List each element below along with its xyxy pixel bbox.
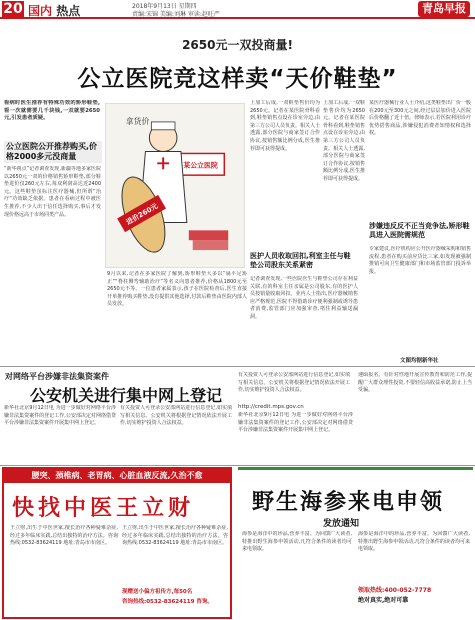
page-number: 20 [3, 1, 23, 17]
ad-right-hotline: 领取热线:400-052-7778 [358, 587, 432, 594]
doctor-insole-cartoon-icon [106, 104, 244, 267]
top-story-col1: “新华视点”记者调查发现,新疆等地多家医院以2650元一双的价格销售矫形鞋垫,部分鞋垫进价仅260元左右,每双利润高达近2400元。这些鞋垫虽标注医疗器械,但所谓“治疗”功效缺乏依据。患者在看病过程中被医生推荐,不少人出于信任选择购买,事后才发现价格远高于市场同类产品。 [4, 166, 101, 218]
top-story-lede: 看病时医生推荐有特殊功效的矫形鞋垫,看一次就需要几千块钱,一双就要2650元,引发患者质疑。 [4, 100, 100, 122]
illustration-price-text: 进价260元 [124, 202, 160, 227]
ad-left-address: 咨询热线:0532-83624119 咨询。 [122, 599, 213, 605]
ad-right-text2: 海参是海洋中的珍品,营养丰富。为回馈广大读者,特推出野生海参申领活动,凡符合条件的读者均可来电领取。 [358, 531, 470, 553]
illustration-caption: 拿货价 [125, 116, 150, 126]
mid-story-text: 有关投资人可登录公安部网站进行信息登记,如实填写相关信息。公安机关将根据登记情况依法开展工作,切实维护投资人合法权益。 [120, 405, 232, 427]
ad-left-headline: 快找中医王立财 [12, 496, 195, 521]
ad-right-text: 海参是海洋中的珍品,营养丰富。为回馈广大读者,特推出野生海参申领活动,凡符合条件的读者均可来电领取。 [242, 531, 352, 553]
mid-story-headline: 公安机关进行集中网上登记 [30, 386, 223, 405]
ad-left-text2: 王立财,出生于中医世家,擅长治疗各种疑难杂症,经过多年临床实践,总结出独特的治疗方法。咨询热线:0532-83624119 地址:青岛市市南区。 [122, 525, 228, 547]
illustration-sign-text: 某公立医院 [183, 161, 218, 170]
date-line: 2018年9月13日 星期四 [132, 3, 197, 10]
ad-doctor-wang [2, 467, 232, 619]
section-sub: 热点 [56, 4, 81, 18]
page-header [0, 0, 475, 19]
top-story-kicker: 2650元一双投商量! [182, 38, 293, 52]
top-story-col2: 9月以来,记者在多家医院了解到,矫形鞋垫大多以“扁平足矫正”“脊柱侧弯辅助治疗”等名义向患者推荐,价格从1800元至2650元不等。一位患者家属表示,孩子在医院检查后,医生直接开单推荐购买鞋垫,没有提供其他选择,付款后鞋垫由医院内部人员发放。 [107, 271, 247, 308]
divider [0, 366, 475, 367]
mid-story-col3: 有关投资人可登录公安部网站进行信息登记,如实填写相关信息。公安机关将根据登记情况依法开展工作,切实维护投资人合法权益。 [238, 372, 350, 394]
ad-left-promo: 现赠送小偏方祖传方,每50名 [122, 589, 193, 595]
top-story-subhead: 公立医院公开推荐购买,价格2000多元没商量 [4, 141, 102, 163]
section-title [28, 2, 80, 19]
mid-story-col-right: 速缉报名。有针对性地开展宣传教育和防范工作,提醒广大群众理性投资,不要轻信高收益承诺,防止上当受骗。 [358, 372, 472, 394]
newspaper-logo: 青岛早报 [418, 1, 470, 17]
top-story-byline: 文图均据新华社 [400, 358, 439, 364]
section-name: 国内 [28, 4, 53, 18]
top-story-col4b: 上加工后成,一双鞋垫售价均为2650元。记者在某医院骨科看到,鞋垫销售点设在诊室旁边,由第三方公司人员负责。相关人士透露,部分医院与商家签订合作协议,按销售额比例分成,医生推荐即可获得提成。 [323, 100, 365, 182]
ad-left-text: 王立财,出生于中医世家,擅长治疗各种疑难杂症,经过多年临床实践,总结出独特的治疗方法。咨询热线:0532-83624119 地址:青岛市市南区。 [10, 525, 118, 547]
top-story-col6: 专家建议,医疗机构应公开医疗器械采购和销售流程,患者在购买前应货比三家,如发现被强制推销可向卫生健康部门和市场监管部门投诉举报。 [369, 246, 471, 275]
top-story-headline: 公立医院竞这样卖“天价鞋垫” [77, 66, 398, 92]
ad-right-headline: 野生海参来电申领 [252, 490, 445, 515]
cartoon-illustration [105, 103, 245, 268]
ad-left-top-bar: 腰突、颈椎病、老胃病、心脏血液反流,久治不愈 [4, 469, 230, 483]
ad-sea-cucumber [238, 467, 473, 619]
mid-story-col3b: 新华社北京9月12日电 为进一步做好对网络平台涉嫌非法集资案件的登记工作,公安部决定对网络借贷平台涉嫌非法集资案件开展集中网上登记。 [238, 412, 353, 434]
ad-right-sub: 发放通知 [323, 519, 360, 529]
ad-right-note: 绝对真实,绝对可靠 [358, 597, 409, 604]
top-story-subhead2: 医护人员收取回扣,利室主任与鞋垫公司股东关系紧密 [250, 252, 351, 269]
top-story-col3: 上加工后成,一双鞋垫售价均为2650元。记者在某医院骨科看到,鞋垫销售点设在诊室旁边,由第三方公司人员负责。相关人士透露,部分医院与商家签订合作协议,按销售额比例分成,医生推荐即可获得提成。 [250, 100, 320, 152]
mid-story-kicker: 对网络平台涉嫌非法集资案件 [5, 372, 109, 381]
staff-line: 责编:宋锦 美编:刘琳 审读:赵旺严 [132, 11, 220, 18]
divider [0, 465, 475, 466]
top-story-subhead3: 涉嫌违反反不正当竞争法,矫形鞋具进入医院需规范 [369, 222, 470, 239]
top-story-col4: 记者调查发现,一些医院医生与鞋垫公司存在利益关联,有的科室主任亲属是公司股东,有的医护人员按销量收取回扣。业内人士指出,医疗器械销售应严格规范,医院不得借助诊疗便利强制或诱导患者消费,监管部门应加强审查,堵住利益输送漏洞。 [250, 276, 358, 320]
mid-story-lede: 新华社北京9月12日电 为进一步做好对网络平台涉嫌非法集资案件的登记工作,公安部决定对网络借贷平台涉嫌非法集资案件开展集中网上登记。 [4, 405, 116, 427]
mid-story-url[interactable]: http://credit.mps.gov.cn [238, 404, 304, 410]
top-story-col5: 某医疗器械行业人士介绍,这类鞋垫出厂价一般在200元至300元之间,经过层层加价进入医院后价格翻了近十倍。律师表示,若医院利用诊疗优势搭售商品,涉嫌侵犯消费者知情权和选择权。 [369, 100, 471, 137]
ad-right-top-bar [238, 467, 473, 470]
